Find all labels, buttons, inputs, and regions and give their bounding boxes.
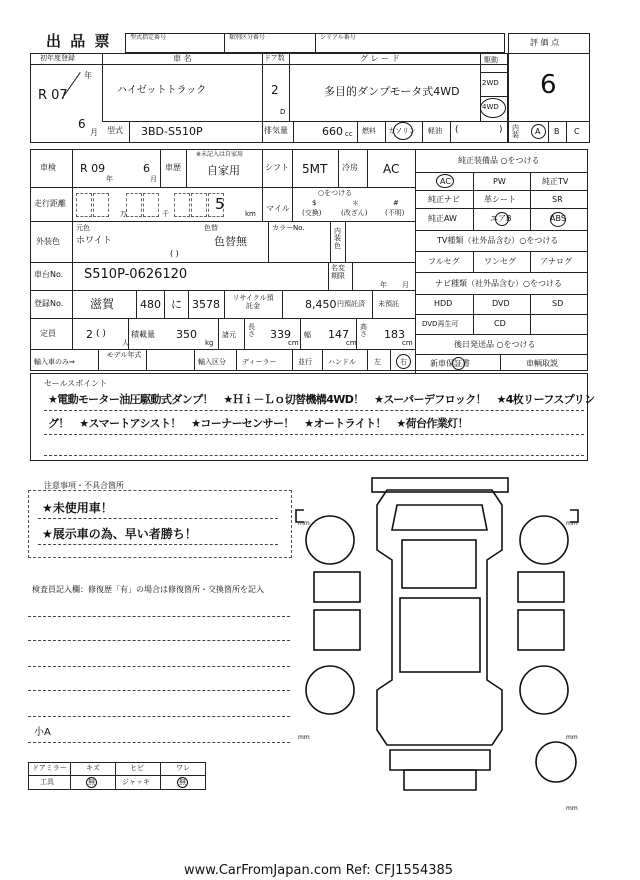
- equip-airbag: エアB: [490, 214, 512, 223]
- tv-analog: アナログ: [540, 257, 572, 266]
- chassis: S510P-0626120: [84, 267, 188, 282]
- reg-kana: に: [171, 298, 182, 311]
- equip-ac-circle: [436, 174, 454, 188]
- mile-label: マイル: [266, 204, 290, 213]
- grade-label: グ レ ー ド: [360, 54, 400, 63]
- inspector-code: 小A: [34, 727, 51, 738]
- width-unit: cm: [346, 339, 357, 347]
- sales-label: セールスポイント: [44, 379, 108, 388]
- dealer-label: ディーラー: [242, 358, 277, 366]
- right-bed-side: [518, 610, 564, 650]
- tools-jack-label: ジャッキ: [122, 778, 150, 786]
- handle-label: ハンドル: [328, 358, 356, 366]
- wheel-front-right: [520, 516, 568, 564]
- first-reg-year-unit: 年: [84, 71, 92, 80]
- sen-unit: 千: [162, 210, 169, 218]
- load-label: 積載量: [131, 330, 155, 339]
- mm-rear-right: mm: [566, 734, 578, 741]
- mm-front-right: mm: [566, 520, 578, 527]
- inspection-month-unit: 月: [150, 175, 157, 183]
- notes-line-1: ★未使用車！: [42, 501, 113, 515]
- notes-line-2: ★展示車の為、早い者勝ち！: [42, 527, 197, 541]
- height: 183: [384, 328, 405, 341]
- score-value: 6: [540, 70, 557, 100]
- exterior-label: 外装色: [36, 237, 60, 246]
- drive-4wd-circle: [480, 98, 506, 118]
- left-door: [314, 572, 360, 602]
- equip-title: 純正装備品 ○をつける: [458, 156, 540, 165]
- serial-label: シリアル番号: [320, 34, 356, 41]
- sales-line-1: ★電動モーター油圧駆動式ダンプ！ ★Ｈｉ－Ｌｏ切替機構4WD！ ★スーパーデフロック！ ★4枚リーフスプリン: [48, 393, 595, 406]
- height-label: 高さ: [360, 323, 367, 339]
- car-name-label: 車 名: [173, 54, 192, 63]
- exchange-label: (交換): [302, 209, 322, 217]
- shift-label: シフト: [265, 163, 289, 172]
- tools-header-mirror: ドアミラー: [32, 764, 67, 772]
- import-class-label: 輸入区分: [198, 358, 226, 366]
- ac: AC: [383, 162, 400, 176]
- mm-rear-left: mm: [298, 734, 310, 741]
- height-unit: cm: [402, 339, 413, 347]
- navi-cd: CD: [494, 319, 506, 328]
- tools-tool-value: 無: [88, 778, 95, 786]
- equip-airbag-circle: [495, 212, 509, 226]
- equip-leather: 革シート: [484, 195, 516, 204]
- interior-grade-a: A: [535, 127, 541, 136]
- rear-panel: [404, 770, 476, 790]
- class-no-label: 類別区分番号: [229, 34, 266, 41]
- navi-hdd: HDD: [434, 299, 453, 308]
- notes-label: 注意事項・不具合箇所: [44, 481, 124, 490]
- door-count: 2: [271, 83, 279, 97]
- capacity-label: 定員: [40, 329, 56, 338]
- usage: 自家用: [207, 164, 240, 177]
- length-label: 長さ: [248, 323, 255, 339]
- cc-unit: cc: [345, 130, 353, 138]
- door-label: ドア数: [264, 54, 285, 62]
- tv-fullseg: フルセグ: [428, 257, 460, 266]
- wheel-rear-right: [520, 666, 568, 714]
- color-value: 色替無: [214, 235, 247, 248]
- reg-label: 登録No.: [34, 299, 64, 308]
- first-reg-year: R 07: [38, 88, 68, 103]
- tools-header-scratch: キズ: [86, 764, 100, 772]
- equip-pw: PW: [493, 177, 506, 186]
- bed: [400, 598, 480, 672]
- reg-area: 滋賀: [90, 297, 115, 311]
- inspection-label: 車検: [40, 163, 56, 172]
- mark-note: ○をつける: [318, 189, 353, 197]
- first-reg-label: 初年度登録: [40, 54, 75, 62]
- score-label: 評 価 点: [530, 38, 560, 47]
- recycle-unpaid: 未預託: [378, 300, 399, 308]
- usage-label: 車歴: [165, 163, 181, 172]
- man-unit: 万: [120, 210, 127, 218]
- footer-ref: www.CarFromJapan.com Ref: CFJ1554385: [184, 863, 454, 878]
- door-suffix: D: [280, 108, 286, 116]
- tools-jack-value: 無: [179, 778, 186, 786]
- width: 147: [328, 328, 349, 341]
- sales-line-2: グ！ ★スマートアシスト！ ★コーナーセンサー！ ★オートライト！ ★荷台作業灯！: [48, 417, 468, 430]
- name-change-label: 名変期限: [331, 264, 345, 280]
- cab-roof: [402, 540, 476, 588]
- fuel-diesel: 軽油: [428, 127, 442, 135]
- equip-tv: 純正TV: [542, 177, 569, 186]
- chassis-label: 車台No.: [34, 270, 64, 279]
- wheel-rear-left: [306, 666, 354, 714]
- left-label: 左: [374, 358, 381, 366]
- tools-tool-label: 工具: [40, 778, 54, 786]
- drive-2wd: 2WD: [482, 79, 499, 87]
- capacity-paren: ( ): [96, 329, 106, 339]
- interior-label: 内装: [512, 124, 519, 139]
- color-no-label: カラーNo.: [272, 224, 305, 232]
- first-reg-month: 6: [78, 117, 86, 131]
- interior-color-label: 内装色: [334, 227, 341, 250]
- fuel-gasoline-circle: [393, 122, 413, 140]
- hood: [392, 505, 487, 530]
- mileage-label: 走行距離: [34, 199, 66, 208]
- color-paren: ( ): [170, 249, 179, 258]
- drive-4wd: 4WD: [482, 103, 499, 111]
- mileage-value: 5: [215, 195, 225, 213]
- sheet-title: 出 品 票: [46, 32, 112, 50]
- displacement: 660: [322, 125, 343, 138]
- drive-label: 駆動: [484, 56, 498, 64]
- reg-number: 3578: [192, 298, 220, 311]
- first-reg-month-unit: 月: [90, 128, 98, 137]
- docs-manual: 車輌取説: [526, 359, 558, 368]
- rear-bumper: [390, 750, 490, 770]
- equip-abs: ABS: [550, 214, 566, 223]
- parallel-label: 並行: [298, 358, 312, 366]
- tv-title: TV種類（社外品含む）○をつける: [437, 236, 559, 245]
- import-label: 輸入車のみ⇒: [34, 358, 75, 366]
- usage-note: ※未記入は自家用: [196, 151, 244, 158]
- interior-grade-a-circle: [531, 124, 546, 139]
- wheel-front-left: [306, 516, 354, 564]
- navi-dvd: DVD: [492, 299, 510, 308]
- left-bed-side: [314, 610, 360, 650]
- exchange-mark: $: [312, 199, 317, 207]
- model-year-label: モデル年式: [106, 351, 142, 359]
- tools-header-crack: ヒビ: [130, 764, 144, 772]
- unknown-mark: #: [393, 199, 399, 207]
- unknown-label: (不明): [385, 209, 405, 217]
- right-circle: [396, 354, 411, 369]
- interior-grade-b: B: [554, 127, 560, 136]
- type-no-label: 型式指定番号: [130, 34, 167, 41]
- mm-front-left: mm: [298, 520, 310, 527]
- tamper-mark: ＊: [352, 199, 359, 207]
- tv-oneseg: ワンセグ: [484, 257, 516, 266]
- equip-navi: 純正ナビ: [428, 195, 460, 204]
- length: 339: [270, 328, 291, 341]
- spare-wheel: [536, 742, 576, 782]
- shift: 5MT: [302, 162, 328, 176]
- name-change-month-unit: 月: [402, 281, 409, 289]
- reg-class: 480: [140, 298, 161, 311]
- mm-spare: mm: [566, 805, 578, 812]
- fuel-gasoline: ガソリン: [388, 127, 416, 135]
- displacement-label: 排気量: [264, 126, 288, 135]
- inspector-label: 検査員記入欄：修復歴「有」の場合は修復箇所・交換箇所を記入: [32, 585, 264, 594]
- docs-warranty: 新車保証書: [430, 359, 470, 368]
- navi-sd: SD: [552, 299, 564, 308]
- km-unit: km: [245, 210, 256, 218]
- dims-label: 諸元: [222, 331, 236, 339]
- load: 350: [176, 328, 197, 341]
- grade: 多目的ダンプモータ式4WD: [324, 85, 460, 98]
- name-change-year-unit: 年: [380, 281, 387, 289]
- orig-color: ホワイト: [76, 236, 112, 246]
- recycle-amount: 8,450: [305, 298, 337, 311]
- navi-dvd-play: DVD再生可: [422, 320, 459, 328]
- equip-aw: 純正AW: [428, 214, 457, 223]
- equip-ac: AC: [440, 177, 451, 186]
- tools-header-break: ワレ: [176, 764, 190, 772]
- right-label: 右: [400, 358, 407, 366]
- tamper-label: (改ざん): [341, 209, 368, 217]
- inspection-year-unit: 年: [106, 175, 113, 183]
- inspection-year: R 09: [80, 162, 106, 175]
- equip-sr: SR: [552, 195, 563, 204]
- car-damage-diagram: [292, 470, 592, 810]
- model: 3BD-S510P: [141, 125, 203, 138]
- recycle-label: リサイクル預託金: [232, 294, 274, 311]
- inspection-month: 6: [143, 162, 150, 175]
- car-name: ハイゼットトラック: [117, 85, 207, 96]
- docs-warranty-circle: [452, 357, 465, 370]
- interior-grade-c: C: [574, 127, 580, 136]
- recycle-status: 円預託済: [337, 300, 365, 308]
- fuel-label: 燃料: [362, 127, 376, 135]
- length-unit: cm: [288, 339, 299, 347]
- model-label: 型式: [107, 126, 123, 135]
- capacity: 2: [86, 328, 93, 341]
- tools-jack-circle: [177, 777, 188, 788]
- capacity-unit: 人: [122, 339, 129, 347]
- equip-abs-circle: [550, 212, 566, 227]
- ac-label: 冷房: [342, 163, 358, 172]
- right-door: [518, 572, 564, 602]
- tools-tool-circle: [86, 777, 97, 788]
- docs-title: 後日発送品 ○をつける: [454, 340, 536, 349]
- navi-title: ナビ種類（社外品含む）○をつける: [435, 279, 562, 288]
- orig-color-label: 元色: [76, 224, 90, 232]
- width-label: 幅: [304, 331, 311, 339]
- body-outline: [377, 490, 502, 745]
- load-unit: kg: [205, 339, 214, 347]
- color-label: 色替: [204, 224, 218, 232]
